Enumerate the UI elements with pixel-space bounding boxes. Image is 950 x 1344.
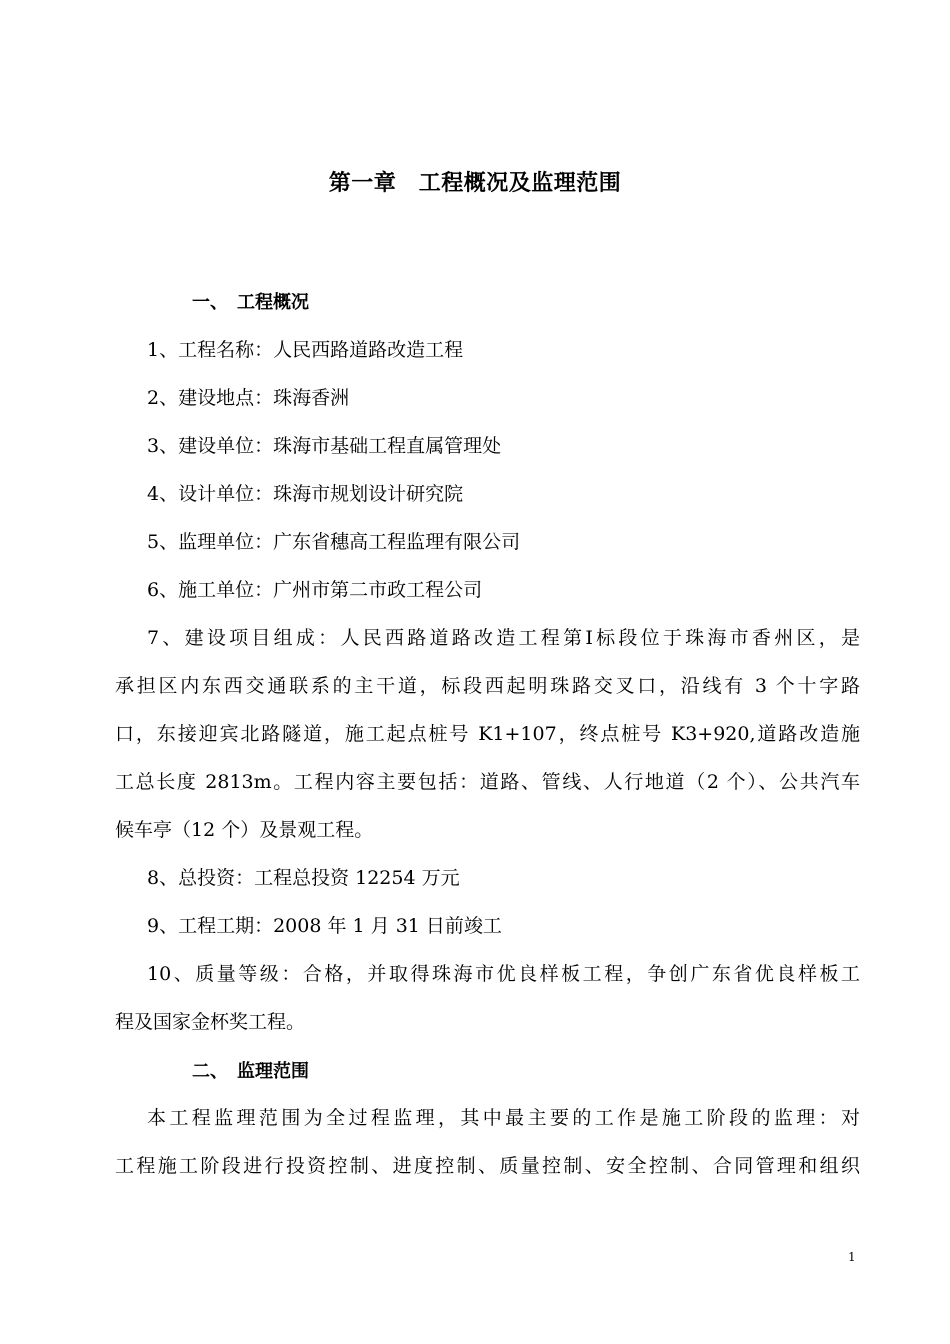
overview-item-supervisor: 5、监理单位：广东省穗高工程监理有限公司 [147, 531, 521, 553]
overview-item-contractor: 6、施工单位：广州市第二市政工程公司 [147, 579, 483, 601]
overview-item-location: 2、建设地点：珠海香洲 [147, 387, 350, 409]
overview-item-composition-line: 工总长度 2813m。工程内容主要包括：道路、管线、人行地道（2 个）、公共汽车 [115, 771, 860, 793]
overview-item-quality-line: 10、质量等级：合格，并取得珠海市优良样板工程，争创广东省优良样板工 [147, 963, 860, 985]
overview-item-project-name: 1、工程名称：人民西路道路改造工程 [147, 339, 464, 361]
page-number: 1 [848, 1250, 856, 1264]
overview-item-composition-line: 候车亭（12 个）及景观工程。 [115, 819, 374, 841]
scope-paragraph-line: 工程施工阶段进行投资控制、进度控制、质量控制、安全控制、合同管理和组织 [115, 1155, 860, 1177]
overview-item-composition-line: 口，东接迎宾北路隧道，施工起点桩号 K1+107，终点桩号 K3+920,道路改造施 [115, 723, 860, 745]
overview-item-schedule: 9、工程工期：2008 年 1 月 31 日前竣工 [147, 915, 502, 937]
overview-item-owner: 3、建设单位：珠海市基础工程直属管理处 [147, 435, 502, 457]
chapter-title: 第一章 工程概况及监理范围 [328, 171, 622, 196]
overview-item-designer: 4、设计单位：珠海市规划设计研究院 [147, 483, 464, 505]
overview-item-composition-line: 7、建设项目组成：人民西路道路改造工程第Ⅰ标段位于珠海市香州区，是 [147, 627, 860, 649]
section-heading-overview: 一、 工程概况 [192, 292, 309, 313]
overview-item-investment: 8、总投资：工程总投资 12254 万元 [147, 867, 460, 889]
section-heading-scope: 二、 监理范围 [192, 1061, 309, 1082]
overview-item-quality-line: 程及国家金杯奖工程。 [115, 1011, 306, 1033]
scope-paragraph-line: 本工程监理范围为全过程监理，其中最主要的工作是施工阶段的监理：对 [147, 1107, 860, 1129]
overview-item-composition-line: 承担区内东西交通联系的主干道，标段西起明珠路交叉口，沿线有 3 个十字路 [115, 675, 860, 697]
